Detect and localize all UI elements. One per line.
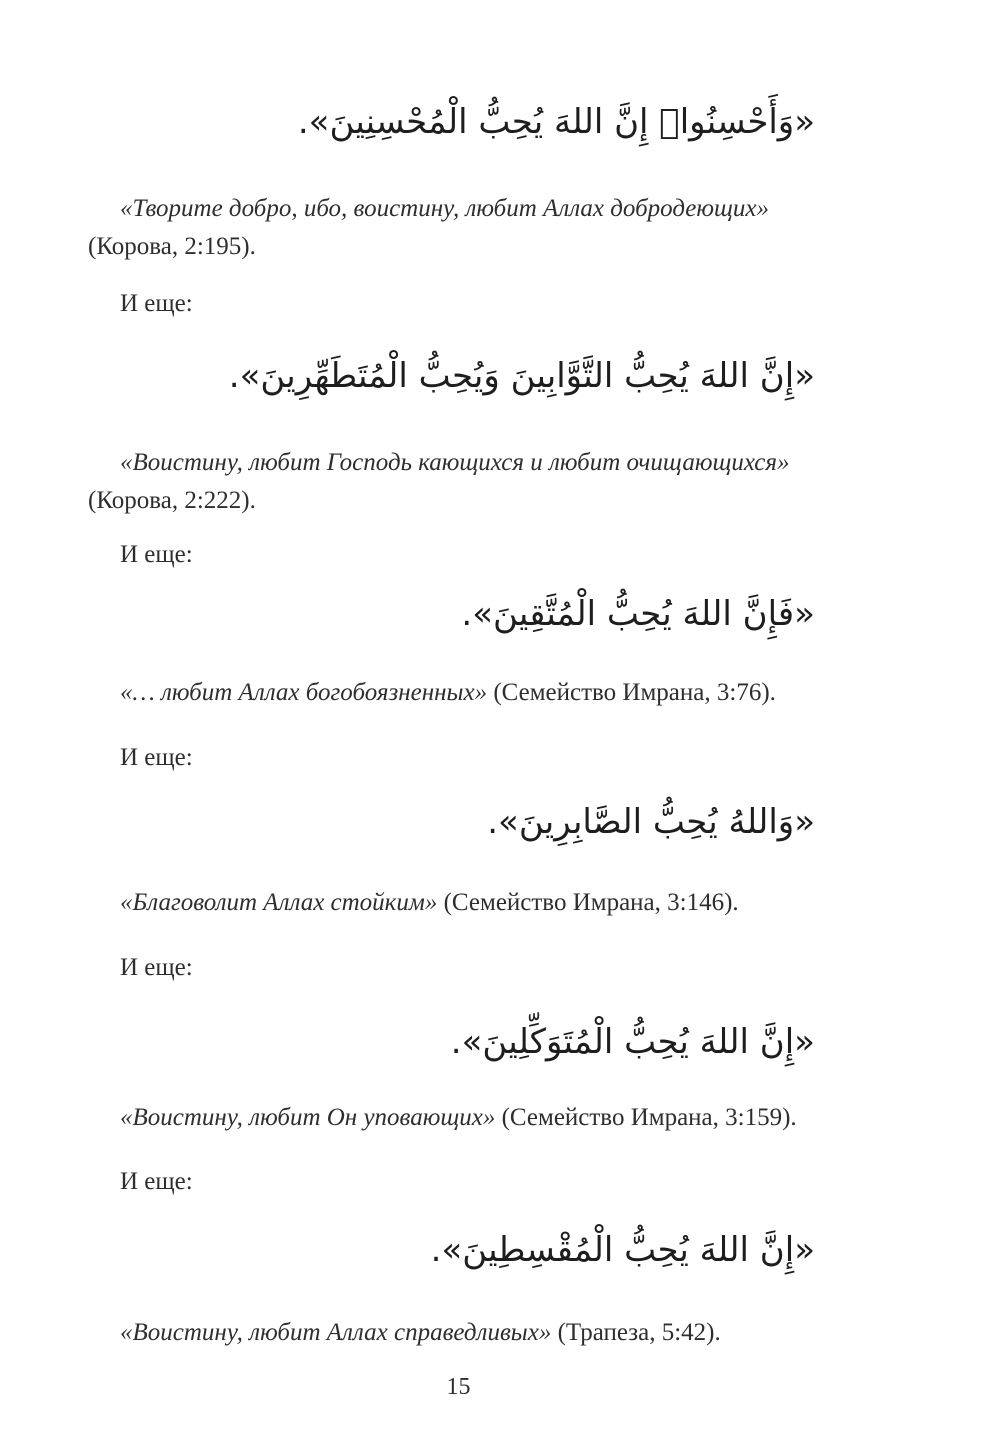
arabic-verse-2: «إِنَّ اللهَ يُحِبُّ التَّوَّابِينَ وَيُحِبُّ الْمُتَطَهِّرِينَ». [228,356,815,396]
arabic-verse-6: «إِنَّ اللهَ يُحِبُّ الْمُقْسِطِينَ». [430,1230,815,1270]
translation-reference: (Семейство Имрана, 3:159). [501,1104,797,1131]
arabic-verse-1: «وَأَحْسِنُوا۟ إِنَّ اللهَ يُحِبُّ الْمُحْسِنِينَ». [297,102,815,142]
translation-verse-5 [88,1099,848,1137]
arabic-verse-3: «فَإِنَّ اللهَ يُحِبُّ الْمُتَّقِينَ». [461,594,815,634]
translation-reference: (Семейство Имрана, 3:146). [443,889,739,916]
translation-reference: (Семейство Имрана, 3:76). [493,679,776,706]
page-number: 15 [446,1374,471,1400]
translation-verse-3 [88,674,848,712]
translation-verse-1 [88,190,848,266]
translation-verse-4 [88,884,848,922]
translation-quote: «Воистину, любит Господь кающихся и любит очищающихся» [120,449,790,476]
arabic-verse-5: «إِنَّ اللهَ يُحِبُّ الْمُتَوَكِّلِينَ». [450,1022,815,1062]
translation-reference: (Трапеза, 5:42). [557,1319,721,1346]
connector-text: И еще: [120,290,193,317]
arabic-verse-4: «وَاللهُ يُحِبُّ الصَّابِرِينَ». [487,802,815,842]
translation-verse-2 [88,444,848,520]
translation-reference: (Корова, 2:222). [88,487,256,514]
translation-verse-6 [88,1314,848,1352]
connector-text: И еще: [120,954,193,981]
translation-quote: «Воистину, любит Он уповающих» [120,1104,496,1131]
translation-reference: (Корова, 2:195). [88,233,256,260]
translation-quote: «Воистину, любит Аллах справедливых» [120,1319,552,1346]
connector-text: И еще: [120,744,193,771]
connector-text: И еще: [120,1168,193,1195]
translation-quote: «… любит Аллах богобоязненных» [120,679,488,706]
translation-quote: «Благоволит Аллах стойким» [120,889,438,916]
connector-text: И еще: [120,541,193,568]
translation-quote: «Творите добро, ибо, воистину, любит Аллах добродеющих» [120,195,769,222]
